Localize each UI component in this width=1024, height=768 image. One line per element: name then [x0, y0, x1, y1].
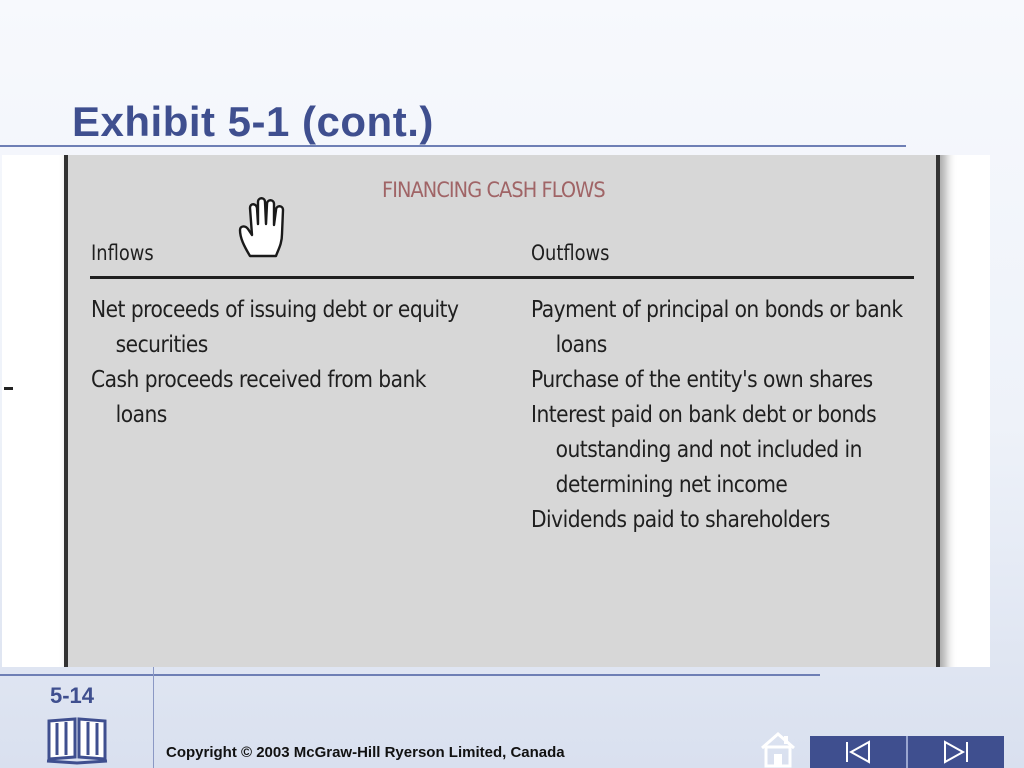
inflow-item: Cash proceeds received from bank loans: [91, 367, 427, 428]
column-header-rule: [90, 276, 914, 279]
outflow-item: Payment of principal on bonds or bank loans: [531, 297, 903, 358]
first-slide-button[interactable]: [810, 736, 906, 768]
skip-back-icon: [843, 740, 873, 764]
hand-cursor-icon: [236, 194, 290, 260]
inflows-list: [91, 293, 461, 433]
title-divider: [0, 145, 906, 147]
exhibit-heading: FINANCING CASH FLOWS: [382, 178, 605, 202]
footer-divider: [0, 674, 820, 676]
footer-vertical-divider: [153, 667, 154, 768]
inflow-item: Net proceeds of issuing debt or equity securities: [91, 297, 459, 358]
skip-forward-icon: [941, 740, 971, 764]
slide-title: Exhibit 5-1 (cont.): [72, 98, 434, 145]
inflows-header: Inflows: [91, 241, 154, 265]
image-artifact: [4, 387, 13, 390]
slide-navigation: [810, 736, 1004, 768]
copyright-notice: Copyright © 2003 McGraw-Hill Ryerson Limited, Canada: [166, 744, 565, 761]
outflow-item: Interest paid on bank debt or bonds outstanding and not included in determining net income: [531, 402, 877, 498]
outflows-list: [531, 293, 909, 538]
last-slide-button[interactable]: [906, 736, 1004, 768]
home-icon[interactable]: [756, 728, 800, 768]
outflow-item: Dividends paid to shareholders: [531, 507, 830, 533]
outflow-item: Purchase of the entity's own shares: [531, 367, 873, 393]
book-icon[interactable]: [45, 713, 109, 765]
slide-number: 5-14: [50, 683, 95, 708]
outflows-header: Outflows: [531, 241, 610, 265]
